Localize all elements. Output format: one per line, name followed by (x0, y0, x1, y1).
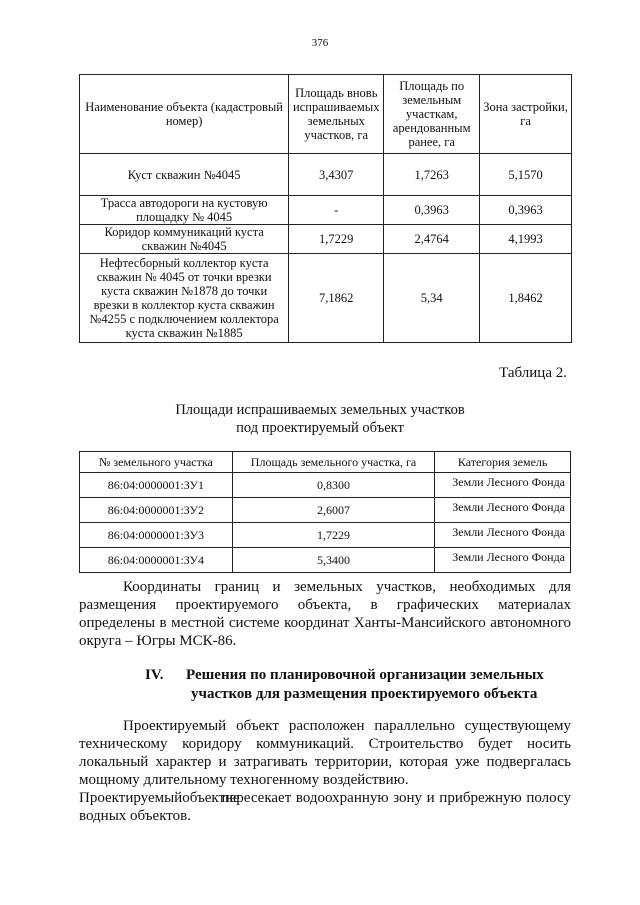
cell-new-area: - (289, 196, 384, 225)
cell-plot-number: 86:04:0000001:ЗУ1 (80, 473, 233, 498)
coordinates-paragraph: Координаты границ и земельных участков, необходимых для размещения проектируемого объекта, в графических материалах определены в местной системе координат Ханты-Мансийского автономного округа – Югры МСК-86. (79, 579, 571, 649)
header-land-category: Категория земель (435, 452, 571, 473)
section-title-line2: участков для размещения проектируемого объекта (191, 686, 538, 702)
cell-leased-area: 2,4764 (384, 225, 480, 254)
cell-new-area: 7,1862 (289, 254, 384, 343)
cell-land-category: Земли Лесного Фонда (435, 548, 571, 573)
cell-plot-area: 0,8300 (232, 473, 434, 498)
cell-plot-number: 86:04:0000001:ЗУ4 (80, 548, 233, 573)
section-number: IV. (145, 667, 164, 683)
header-object-name: Наименование объекта (кадастровый номер) (80, 75, 289, 154)
table-header-row (80, 75, 572, 154)
table-row (80, 473, 571, 498)
table-row (80, 196, 572, 225)
cell-land-category: Земли Лесного Фонда (435, 473, 571, 498)
header-new-area: Площадь вновь испрашиваемых земельных участков, га (289, 75, 384, 154)
table-row (80, 154, 572, 196)
header-plot-area: Площадь земельного участка, га (232, 452, 434, 473)
cell-plot-number: 86:04:0000001:ЗУ2 (80, 498, 233, 523)
cell-leased-area: 5,34 (384, 254, 480, 343)
cell-build-zone: 0,3963 (480, 196, 572, 225)
table-row (80, 498, 571, 523)
water-zone-paragraph-rest: пересекает водоохранную зону и прибрежную полосу водных объектов. (79, 790, 571, 824)
table-row (80, 254, 572, 343)
cell-new-area: 1,7229 (289, 225, 384, 254)
header-build-zone: Зона застройки, га (480, 75, 572, 154)
water-zone-paragraph-start: Проектируемыйобъектне (79, 790, 240, 806)
cell-plot-area: 1,7229 (232, 523, 434, 548)
table-title-line1: Площади испрашиваемых земельных участков (175, 402, 465, 418)
cell-leased-area: 1,7263 (384, 154, 480, 196)
table-header-row (80, 452, 571, 473)
table-row (80, 523, 571, 548)
cell-new-area: 3,4307 (289, 154, 384, 196)
cell-build-zone: 4,1993 (480, 225, 572, 254)
cell-plot-area: 5,3400 (232, 548, 434, 573)
section-title-line1: Решения по планировочной организации земельных (186, 667, 544, 683)
page-number: 376 (311, 37, 329, 49)
cell-object: Трасса автодороги на кустовую площадку № 4045 (80, 196, 289, 225)
land-area-table (79, 74, 572, 343)
table-title (0, 401, 640, 437)
land-plots-table (79, 451, 571, 573)
table-row (80, 548, 571, 573)
table-caption: Таблица 2. (499, 365, 567, 381)
cell-build-zone: 1,8462 (480, 254, 572, 343)
cell-object: Куст скважин №4045 (80, 154, 289, 196)
cell-land-category: Земли Лесного Фонда (435, 498, 571, 523)
cell-object: Нефтесборный коллектор куста скважин № 4045 от точки врезки куста скважин №1878 до точки врезки в коллектор куста скважин №4255 с подключением коллектора куста скважин №1885 (80, 254, 289, 343)
placement-paragraph: Проектируемый объект расположен параллельно существующему техническому коридору коммуникаций. Строительство будет носить локальный характер и затрагивать территории, которая уже подвергалась мощному длительному техногенному воздействию. (79, 718, 571, 788)
table-row (80, 225, 572, 254)
header-leased-area: Площадь по земельным участкам, арендованным ранее, га (384, 75, 480, 154)
header-plot-number: № земельного участка (80, 452, 233, 473)
water-zone-paragraph (79, 789, 571, 825)
cell-land-category: Земли Лесного Фонда (435, 523, 571, 548)
cell-build-zone: 5,1570 (480, 154, 572, 196)
cell-plot-number: 86:04:0000001:ЗУ3 (80, 523, 233, 548)
cell-leased-area: 0,3963 (384, 196, 480, 225)
cell-object: Коридор коммуникаций куста скважин №4045 (80, 225, 289, 254)
table-title-line2: под проектируемый объект (236, 420, 404, 436)
cell-plot-area: 2,6007 (232, 498, 434, 523)
